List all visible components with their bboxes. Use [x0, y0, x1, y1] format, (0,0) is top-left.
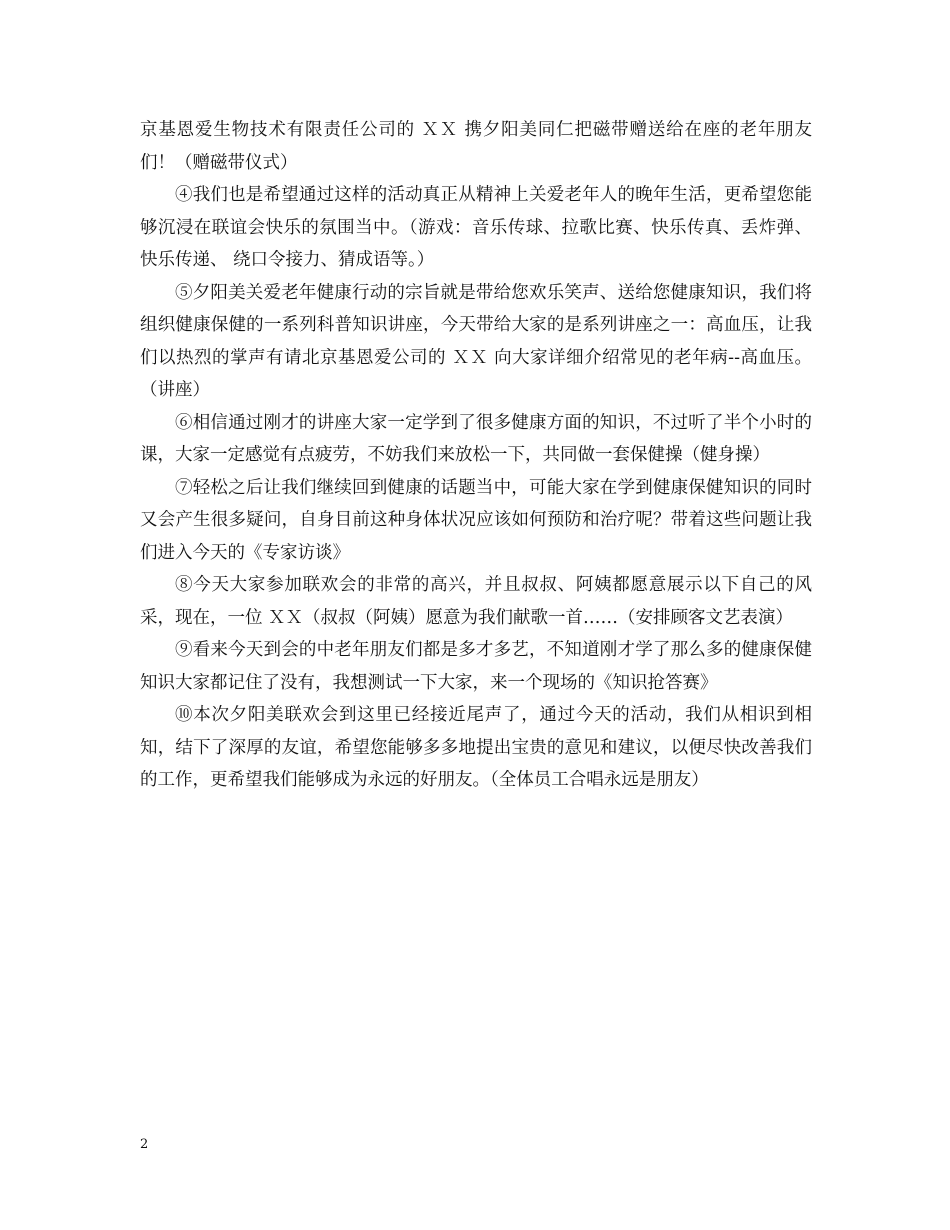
paragraph-5-lecture-intro: ⑤夕阳美关爱老年健康行动的宗旨就是带给您欢乐笑声、送给您健康知识，我们将组织健康保健的一系列科普知识讲座，今天带给大家的是系列讲座之一：高血压，让我们以热烈的掌声有请北京基恩爱公司的 ＸＸ 向大家详细介绍常见的老年病--高血压。（讲座）: [140, 282, 812, 400]
paragraph-8-performance: ⑧今天大家参加联欢会的非常的高兴，并且叔叔、阿姨都愿意展示以下自己的风采，现在，一位 ＸＸ（叔叔（阿姨）愿意为我们献歌一首……（安排顾客文艺表演）: [140, 575, 812, 628]
paragraph-6-exercise: ⑥相信通过刚才的讲座大家一定学到了很多健康方面的知识，不过听了半个小时的课，大家一定感觉有点疲劳，不妨我们来放松一下，共同做一套保健操（健身操）: [140, 412, 812, 465]
document-body: [140, 114, 812, 797]
paragraph-4-activity-purpose: ④我们也是希望通过这样的活动真正从精神上关爱老年人的晚年生活，更希望您能够沉浸在联谊会快乐的氛围当中。（游戏：音乐传球、拉歌比赛、快乐传真、丢炸弹、快乐传递、 绕口令接力、猜成语等。）: [140, 185, 812, 270]
paragraph-7-expert-interview: ⑦轻松之后让我们继续回到健康的话题当中，可能大家在学到健康保健知识的同时又会产生很多疑问，自身目前这种身体状况应该如何预防和治疗呢？带着这些问题让我们进入今天的《专家访谈》: [140, 477, 812, 563]
page-number: 2: [140, 1137, 149, 1152]
paragraph-9-quiz: ⑨看来今天到会的中老年朋友们都是多才多艺，不知道刚才学了那么多的健康保健知识大家都记住了没有，我想测试一下大家，来一个现场的《知识抢答赛》: [140, 640, 812, 693]
paragraph-10-closing: ⑩本次夕阳美联欢会到这里已经接近尾声了，通过今天的活动，我们从相识到相知，结下了深厚的友谊，希望您能够多多地提出宝贵的意见和建议，以便尽快改善我们的工作，更希望我们能够成为永远的好朋友。（全体员工合唱永远是朋友）: [140, 705, 812, 790]
paragraph-continuation: 京基恩爱生物技术有限责任公司的 ＸＸ 携夕阳美同仁把磁带赠送给在座的老年朋友们！（赠磁带仪式）: [140, 120, 812, 173]
